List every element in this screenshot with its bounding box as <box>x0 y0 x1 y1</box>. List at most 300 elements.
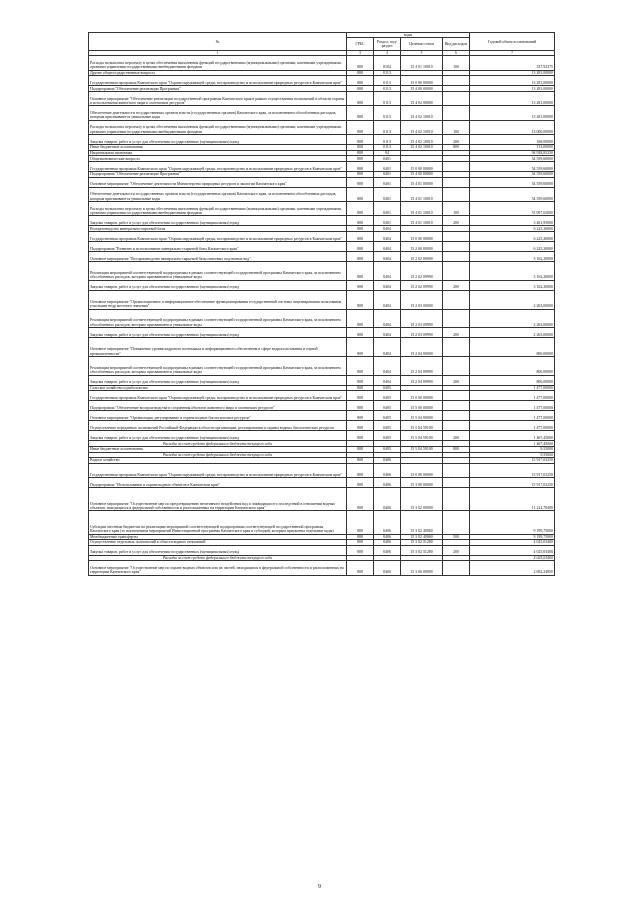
cell-expense-type: 100 <box>443 201 470 215</box>
cell-amount: 6 225,20000 <box>470 226 555 232</box>
cell-expense-type <box>443 401 470 411</box>
table-row <box>89 391 555 401</box>
table-row <box>89 261 555 280</box>
cell-description: Подпрограмма "Развитие и использование минерально-сырьевой базы Камчатского края" <box>89 241 347 251</box>
header-codes-group: коды <box>347 33 470 38</box>
cell-target-article: 15 3 02 00000 <box>401 488 443 511</box>
header-annual-sum: Годовой объем ассигнований <box>470 33 555 51</box>
cell-target-article: 15 3 02 51280 <box>401 540 443 546</box>
cell-expense-type <box>443 187 470 201</box>
cell-target-article: 15 4 00 00000 <box>401 171 443 177</box>
cell-target-article: 15 3 06 00000 <box>401 561 443 575</box>
cell-expense-type: 200 <box>443 216 470 226</box>
cell-razdel: 0406 <box>374 561 401 575</box>
cell-amount: 1 477,00000 <box>470 411 555 421</box>
cell-razdel: 0405 <box>374 431 401 441</box>
cell-grbs: 808 <box>347 561 374 575</box>
cell-target-article: 15 3 02 40060 <box>401 534 443 540</box>
cell-amount: 15 917,03250 <box>470 478 555 488</box>
cell-target-article: 15 2 04 09990 <box>401 357 443 376</box>
budget-table-body <box>89 56 555 575</box>
cell-amount: 54 559,60000 <box>470 156 555 162</box>
cell-description: Подпрограмма "Использование и охрана водных объектов в Камчатском крае" <box>89 478 347 488</box>
cell-razdel: 0404 <box>374 309 401 328</box>
cell-razdel: 04 <box>374 150 401 156</box>
cell-amount: 113,00000 <box>470 145 555 151</box>
cell-amount: 4 025,03400 <box>470 545 555 555</box>
cell-razdel: 0113 <box>374 86 401 92</box>
header-expense-type: Вид расходов <box>443 38 470 51</box>
cell-description: Подпрограмма "Обеспечение реализации Программы" <box>89 86 347 92</box>
cell-expense-type: 200 <box>443 545 470 555</box>
cell-expense-type <box>443 261 470 280</box>
cell-description: Закупка товаров, работ и услуг для обеспечения государственных (муниципальных) нужд <box>89 431 347 441</box>
cell-target-article: 15 4 00 00000 <box>401 86 443 92</box>
cell-grbs: 808 <box>347 145 374 151</box>
table-row <box>89 177 555 187</box>
cell-description: Субсидии местным бюджетам на реализацию мероприятий соответствующей подпрограммы соответствующей государственной программы Камчатского края (за исключением мероприятий Инвестиционной программы Камчатского края и субсидий, которым присвоены отдельные коды) <box>89 511 347 534</box>
cell-grbs: 808 <box>347 411 374 421</box>
cell-expense-type <box>443 241 470 251</box>
table-row <box>89 91 555 105</box>
cell-grbs: 808 <box>347 385 374 391</box>
cell-expense-type <box>443 290 470 309</box>
cell-target-article: 15 4 02 10010 <box>401 145 443 151</box>
cell-amount: 54 559,60000 <box>470 171 555 177</box>
table-row <box>89 76 555 86</box>
cell-grbs: 808 <box>347 540 374 546</box>
index-cell: 4 <box>374 51 401 56</box>
cell-amount: 54 559,60000 <box>470 177 555 187</box>
cell-grbs: 808 <box>347 187 374 201</box>
cell-amount: 15 917,03250 <box>470 458 555 464</box>
cell-razdel: 0113 <box>374 120 401 134</box>
table-row <box>89 231 555 241</box>
cell-description: Расходы за счет средств федерального бюджета текущего года <box>89 441 347 447</box>
table-row <box>89 375 555 385</box>
cell-expense-type <box>443 76 470 86</box>
cell-expense-type <box>443 106 470 120</box>
cell-description: Государственная программа Камчатского края "Охрана окружающей среды, воспроизводство и использование природных ресурсов в Камчатском крае" <box>89 161 347 171</box>
cell-razdel: 0405 <box>374 411 401 421</box>
cell-description: Реализация мероприятий соответствующей подпрограммы в рамках соответствующей государственной программы Камчатского края, за исключением обособленных расходов, которым присваиваются уникальные коды <box>89 357 347 376</box>
table-row <box>89 187 555 201</box>
cell-description: Расходы на выплаты персоналу в целях обеспечения выполнения функций государственными (муниципальными) органами, казенными учреждениями, органами управления государственными внебюджетными фондами <box>89 201 347 215</box>
cell-amount: 800,00000 <box>470 357 555 376</box>
cell-grbs: 808 <box>347 177 374 187</box>
cell-grbs: 808 <box>347 56 374 70</box>
cell-expense-type <box>443 161 470 171</box>
cell-target-article: 15 4 02 10010 <box>401 135 443 145</box>
table-row <box>89 421 555 431</box>
cell-description: Подпрограмма "Обеспечение воспроизводства и сохранения объектов животного мира и охотничьих ресурсов" <box>89 401 347 411</box>
table-row <box>89 216 555 226</box>
cell-grbs: 808 <box>347 156 374 162</box>
cell-amount: 13 281,00000 <box>470 106 555 120</box>
cell-grbs: 808 <box>347 280 374 290</box>
cell-amount: 1 477,00000 <box>470 385 555 391</box>
cell-razdel: 0113 <box>374 106 401 120</box>
cell-grbs: 808 <box>347 226 374 232</box>
cell-grbs: 808 <box>347 251 374 261</box>
cell-grbs: 808 <box>347 401 374 411</box>
table-row <box>89 120 555 134</box>
cell-razdel: 0406 <box>374 534 401 540</box>
cell-razdel: 0406 <box>374 488 401 511</box>
cell-amount: 9,55000 <box>470 447 555 453</box>
table-row <box>89 357 555 376</box>
cell-razdel: 0405 <box>374 391 401 401</box>
table-row <box>89 135 555 145</box>
index-cell: 6 <box>443 51 470 56</box>
cell-target-article: 15 4 02 00000 <box>401 91 443 105</box>
cell-grbs: 808 <box>347 534 374 540</box>
table-row <box>89 241 555 251</box>
cell-grbs: 808 <box>347 201 374 215</box>
cell-amount: 3 162,20000 <box>470 251 555 261</box>
cell-amount: 4 025,03400 <box>470 555 555 561</box>
cell-amount: 1 477,00000 <box>470 421 555 431</box>
table-row <box>89 328 555 338</box>
cell-razdel: 0404 <box>374 280 401 290</box>
cell-grbs: 808 <box>347 171 374 177</box>
cell-grbs: 808 <box>347 70 374 76</box>
cell-grbs: 808 <box>347 458 374 464</box>
cell-amount: 6 225,20000 <box>470 241 555 251</box>
table-row <box>89 511 555 534</box>
cell-grbs: 808 <box>347 478 374 488</box>
budget-document <box>88 32 554 576</box>
cell-amount: 1 467,45000 <box>470 431 555 441</box>
cell-description: Закупка товаров, работ и услуг для обеспечения государственных (муниципальных) нужд <box>89 328 347 338</box>
cell-expense-type <box>443 91 470 105</box>
cell-expense-type <box>443 309 470 328</box>
cell-amount: 13 281,00000 <box>470 70 555 76</box>
cell-razdel: 0406 <box>374 458 401 464</box>
page-number: 9 <box>318 884 321 890</box>
cell-razdel: 0404 <box>374 290 401 309</box>
cell-description: Иные бюджетные ассигнования <box>89 447 347 453</box>
cell-expense-type <box>443 251 470 261</box>
table-row <box>89 309 555 328</box>
cell-razdel: 0401 <box>374 171 401 177</box>
cell-grbs: 808 <box>347 216 374 226</box>
cell-expense-type <box>443 391 470 401</box>
cell-expense-type <box>443 411 470 421</box>
cell-target-article: 15 2 00 00000 <box>401 241 443 251</box>
cell-amount: 337,92375 <box>470 56 555 70</box>
cell-amount: 13 000,00000 <box>470 120 555 134</box>
cell-target-article: 15 5 04 59100 <box>401 421 443 431</box>
cell-description: Основное мероприятие "Обеспечение реализации государственной программы Камчатского края в рамках осуществления полномочий в области охраны и использования животного мира и охотничьих ресурсов" <box>89 91 347 105</box>
cell-target-article: 15 2 04 09990 <box>401 375 443 385</box>
cell-amount: 3 461,95000 <box>470 216 555 226</box>
cell-grbs: 808 <box>347 391 374 401</box>
cell-expense-type <box>443 231 470 241</box>
cell-grbs: 808 <box>347 338 374 357</box>
cell-expense-type <box>443 338 470 357</box>
cell-description: Закупка товаров, работ и услуг для обеспечения государственных (муниципальных) нужд <box>89 280 347 290</box>
cell-amount: 3 162,20000 <box>470 261 555 280</box>
cell-description: Основное мероприятие "Осуществление мер по охране водных объектов или их частей, находящихся в федеральной собственности и расположенных на территории Камчатского края" <box>89 561 347 575</box>
cell-expense-type <box>443 488 470 511</box>
cell-razdel: 0406 <box>374 478 401 488</box>
cell-description: Межбюджетные трансферты <box>89 534 347 540</box>
cell-description: Основное мероприятие "Организация, регулирование и охрана водных биологических ресурсов" <box>89 411 347 421</box>
cell-target-article: 15 4 01 00000 <box>401 177 443 187</box>
cell-target-article: 15 0 00 00000 <box>401 161 443 171</box>
cell-amount: 2 692,24850 <box>470 561 555 575</box>
cell-amount: 3 162,20000 <box>470 280 555 290</box>
cell-description: Расходы за счет средств федерального бюджета текущего года <box>89 452 347 458</box>
cell-razdel: 0113 <box>374 76 401 86</box>
cell-grbs: 808 <box>347 545 374 555</box>
cell-description: Обеспечение деятельности государственных органов власти (государственных органов) Камчатского края, за исключением обособленных расходов, которым присваиваются уникальные коды <box>89 187 347 201</box>
cell-razdel: 0401 <box>374 156 401 162</box>
cell-description: Государственная программа Камчатского края "Охрана окружающей среды, воспроизводство и использование природных ресурсов в Камчатском крае" <box>89 76 347 86</box>
cell-description: Государственная программа Камчатского края "Охрана окружающей среды, воспроизводство и использование природных ресурсов в Камчатском крае" <box>89 231 347 241</box>
cell-razdel: 0401 <box>374 216 401 226</box>
cell-target-article: 15 3 02 40060 <box>401 511 443 534</box>
cell-description: Государственная программа Камчатского края "Охрана окружающей среды, воспроизводство и использование природных ресурсов в Камчатском крае" <box>89 463 347 477</box>
table-row <box>89 280 555 290</box>
cell-target-article: 15 4 01 10010 <box>401 56 443 70</box>
cell-description: Расходы за счет средств федерального бюджета текущего года <box>89 555 347 561</box>
index-cell: 3 <box>347 51 374 56</box>
cell-description: Основное мероприятие "Осуществление мер по предотвращению негативного воздействия вод и ликвидации его последствий в отношении водных объектов, находящихся в федеральной собственности и расположенных на территории Камчатского края" <box>89 488 347 511</box>
cell-target-article: 15 5 04 00000 <box>401 411 443 421</box>
cell-target-article: 15 5 00 00000 <box>401 401 443 411</box>
header-razdel: Раздел, под-раздел <box>374 38 401 51</box>
cell-grbs: 808 <box>347 161 374 171</box>
cell-grbs: 808 <box>347 91 374 105</box>
cell-expense-type: 200 <box>443 431 470 441</box>
cell-razdel: 0405 <box>374 421 401 431</box>
table-row <box>89 290 555 309</box>
cell-amount: 1 467,45000 <box>470 441 555 447</box>
cell-description: Сельское хозяйство и рыболовство <box>89 385 347 391</box>
cell-description: Иные бюджетные ассигнования <box>89 145 347 151</box>
cell-expense-type <box>443 177 470 187</box>
table-row <box>89 411 555 421</box>
cell-razdel: 0113 <box>374 135 401 145</box>
cell-target-article: 15 5 04 59100 <box>401 431 443 441</box>
cell-grbs: 808 <box>347 488 374 511</box>
table-row <box>89 488 555 511</box>
cell-razdel: 0404 <box>374 226 401 232</box>
cell-razdel: 0113 <box>374 70 401 76</box>
cell-target-article: 15 2 04 00000 <box>401 338 443 357</box>
cell-grbs: 808 <box>347 150 374 156</box>
cell-target-article: 15 4 01 10010 <box>401 216 443 226</box>
cell-description: Общеэкономические вопросы <box>89 156 347 162</box>
cell-expense-type <box>443 478 470 488</box>
cell-target-article: 15 4 01 10010 <box>401 187 443 201</box>
cell-amount: 13 281,00000 <box>470 91 555 105</box>
cell-description: Водное хозяйство <box>89 458 347 464</box>
cell-razdel: 0406 <box>374 511 401 534</box>
cell-amount: 9 199,75000 <box>470 534 555 540</box>
cell-target-article: 15 2 02 09990 <box>401 261 443 280</box>
cell-target-article: 15 3 00 00000 <box>401 478 443 488</box>
cell-grbs: 808 <box>347 328 374 338</box>
cell-expense-type: 500 <box>443 534 470 540</box>
cell-razdel: 0113 <box>374 91 401 105</box>
cell-grbs: 808 <box>347 231 374 241</box>
cell-razdel: 0404 <box>374 357 401 376</box>
cell-grbs: 808 <box>347 375 374 385</box>
cell-razdel: 0404 <box>374 251 401 261</box>
cell-target-article: 15 2 02 09990 <box>401 280 443 290</box>
cell-description: Реализация мероприятий соответствующей подпрограммы в рамках соответствующей государственной программы Камчатского края, за исключением обособленных расходов, которым присваиваются уникальные коды <box>89 261 347 280</box>
table-row <box>89 463 555 477</box>
cell-target-article: 15 5 04 59100 <box>401 447 443 453</box>
cell-expense-type: 200 <box>443 328 470 338</box>
cell-description: Государственная программа Камчатского края "Охрана окружающей среды, воспроизводство и использование природных ресурсов в Камчатском крае" <box>89 391 347 401</box>
table-row <box>89 478 555 488</box>
cell-expense-type <box>443 357 470 376</box>
cell-amount: 2 263,00000 <box>470 328 555 338</box>
cell-grbs: 808 <box>347 463 374 477</box>
cell-razdel: 0404 <box>374 328 401 338</box>
cell-description: Другие общегосударственные вопросы <box>89 70 347 76</box>
cell-razdel: 0404 <box>374 231 401 241</box>
cell-description: Осуществление переданных полномочий Российской Федерации в области организации, регулирования и охраны водных биологических ресурсов <box>89 421 347 431</box>
cell-description: Реализация мероприятий соответствующей подпрограммы в рамках соответствующей государственной программы Камчатского края, за исключением обособленных расходов, которым присваиваются уникальные коды <box>89 309 347 328</box>
cell-description: Воспроизводство минерально-сырьевой базы <box>89 226 347 232</box>
cell-amount: 94 928,85250 <box>470 150 555 156</box>
cell-grbs: 808 <box>347 511 374 534</box>
cell-amount: 51 097,65000 <box>470 201 555 215</box>
table-row <box>89 561 555 575</box>
cell-razdel: 0406 <box>374 540 401 546</box>
cell-grbs: 808 <box>347 447 374 453</box>
cell-expense-type <box>443 511 470 534</box>
table-row <box>89 401 555 411</box>
cell-description: Основное мероприятие "Организационное и информационное обеспечение функционирования государственной системы лицензирования пользования участками недр местного значения" <box>89 290 347 309</box>
cell-target-article: 15 0 00 00000 <box>401 463 443 477</box>
table-row <box>89 431 555 441</box>
cell-target-article: 15 2 03 09990 <box>401 309 443 328</box>
cell-grbs: 808 <box>347 241 374 251</box>
cell-target-article: 15 4 02 10010 <box>401 120 443 134</box>
cell-target-article: 15 2 03 09990 <box>401 328 443 338</box>
cell-expense-type: 100 <box>443 56 470 70</box>
cell-razdel: 0113 <box>374 145 401 151</box>
cell-amount: 168,00000 <box>470 135 555 145</box>
cell-grbs: 808 <box>347 309 374 328</box>
cell-description: Расходы на выплаты персоналу в целях обеспечения выполнения функций государственными (муниципальными) органами, казенными учреждениями, органами управления государственными внебюджетными фондами <box>89 56 347 70</box>
cell-target-article: 15 0 00 00000 <box>401 76 443 86</box>
cell-description: Подпрограмма "Обеспечение реализации Программы" <box>89 171 347 177</box>
cell-expense-type <box>443 463 470 477</box>
cell-amount: 2 263,00000 <box>470 290 555 309</box>
cell-razdel: 0401 <box>374 177 401 187</box>
index-cell: 1 <box>89 51 347 56</box>
cell-description: Закупка товаров, работ и услуг для обеспечения государственных (муниципальных) нужд <box>89 375 347 385</box>
cell-razdel: 0404 <box>374 261 401 280</box>
cell-description: Основное мероприятие "Повышение уровня кадрового потенциала и информационного обеспечения в сфере недропользования и горной промышленности" <box>89 338 347 357</box>
index-cell: 5 <box>401 51 443 56</box>
cell-amount: 1 477,00000 <box>470 401 555 411</box>
cell-grbs: 808 <box>347 76 374 86</box>
cell-amount: 4 025,03400 <box>470 540 555 546</box>
cell-amount: 2 263,00000 <box>470 309 555 328</box>
cell-amount: 54 559,60000 <box>470 187 555 201</box>
cell-razdel: 0406 <box>374 463 401 477</box>
cell-expense-type <box>443 421 470 431</box>
cell-grbs: 808 <box>347 135 374 145</box>
cell-description: Осуществление отдельных полномочий в области водных отношений <box>89 540 347 546</box>
cell-description: Закупка товаров, работ и услуг для обеспечения государственных (муниципальных) нужд <box>89 135 347 145</box>
cell-expense-type: 100 <box>443 120 470 134</box>
cell-amount: 1 477,00000 <box>470 391 555 401</box>
index-cell: 7 <box>470 51 555 56</box>
cell-razdel: 0404 <box>374 241 401 251</box>
cell-amount: 15 917,03250 <box>470 463 555 477</box>
table-row <box>89 161 555 171</box>
cell-grbs: 808 <box>347 431 374 441</box>
cell-description: Обеспечение деятельности государственных органов власти (государственных органов) Камчатского края, за исключением обособленных расходов, которым присваиваются уникальные коды <box>89 106 347 120</box>
cell-razdel: 0401 <box>374 161 401 171</box>
cell-amount: 13 281,00000 <box>470 76 555 86</box>
cell-expense-type: 200 <box>443 375 470 385</box>
table-row <box>89 545 555 555</box>
cell-razdel: 0401 <box>374 187 401 201</box>
cell-amount: 13 281,00000 <box>470 86 555 92</box>
cell-description: Закупка товаров, работ и услуг для обеспечения государственных (муниципальных) нужд <box>89 545 347 555</box>
cell-amount: 9,55000 <box>470 452 555 458</box>
cell-razdel: 0406 <box>374 545 401 555</box>
cell-amount: 6 225,20000 <box>470 231 555 241</box>
cell-target-article: 15 0 00 00000 <box>401 231 443 241</box>
cell-razdel: 0401 <box>374 201 401 215</box>
cell-expense-type: 200 <box>443 280 470 290</box>
cell-description: Национальная экономика <box>89 150 347 156</box>
cell-grbs: 808 <box>347 261 374 280</box>
cell-target-article: 15 2 02 00000 <box>401 251 443 261</box>
table-row <box>89 251 555 261</box>
cell-razdel: 0404 <box>374 375 401 385</box>
cell-grbs: 808 <box>347 290 374 309</box>
table-row <box>89 338 555 357</box>
cell-amount: 9 199,75000 <box>470 511 555 534</box>
cell-target-article: 15 0 00 00000 <box>401 391 443 401</box>
cell-target-article: 15 3 02 51280 <box>401 545 443 555</box>
cell-expense-type <box>443 561 470 575</box>
cell-grbs: 808 <box>347 120 374 134</box>
header-grbs: ГРБС <box>347 38 374 51</box>
table-row <box>89 201 555 215</box>
cell-expense-type: 200 <box>443 135 470 145</box>
header-target-article: Целевая статья <box>401 38 443 51</box>
cell-grbs: 808 <box>347 86 374 92</box>
cell-description: Основное мероприятие "Воспроизводство минерально-сырьевой базы питьевых подземных вод" <box>89 251 347 261</box>
cell-grbs: 808 <box>347 357 374 376</box>
cell-expense-type: 800 <box>443 447 470 453</box>
cell-grbs: 808 <box>347 106 374 120</box>
cell-razdel: 0404 <box>374 338 401 357</box>
cell-razdel: 0405 <box>374 401 401 411</box>
header-number: № <box>89 33 347 51</box>
cell-target-article: 15 4 02 10010 <box>401 106 443 120</box>
cell-grbs: 808 <box>347 421 374 431</box>
cell-target-article: 15 4 01 10010 <box>401 201 443 215</box>
cell-razdel: 0104 <box>374 56 401 70</box>
table-row <box>89 106 555 120</box>
cell-target-article: 15 2 03 00000 <box>401 290 443 309</box>
cell-expense-type: 800 <box>443 145 470 151</box>
